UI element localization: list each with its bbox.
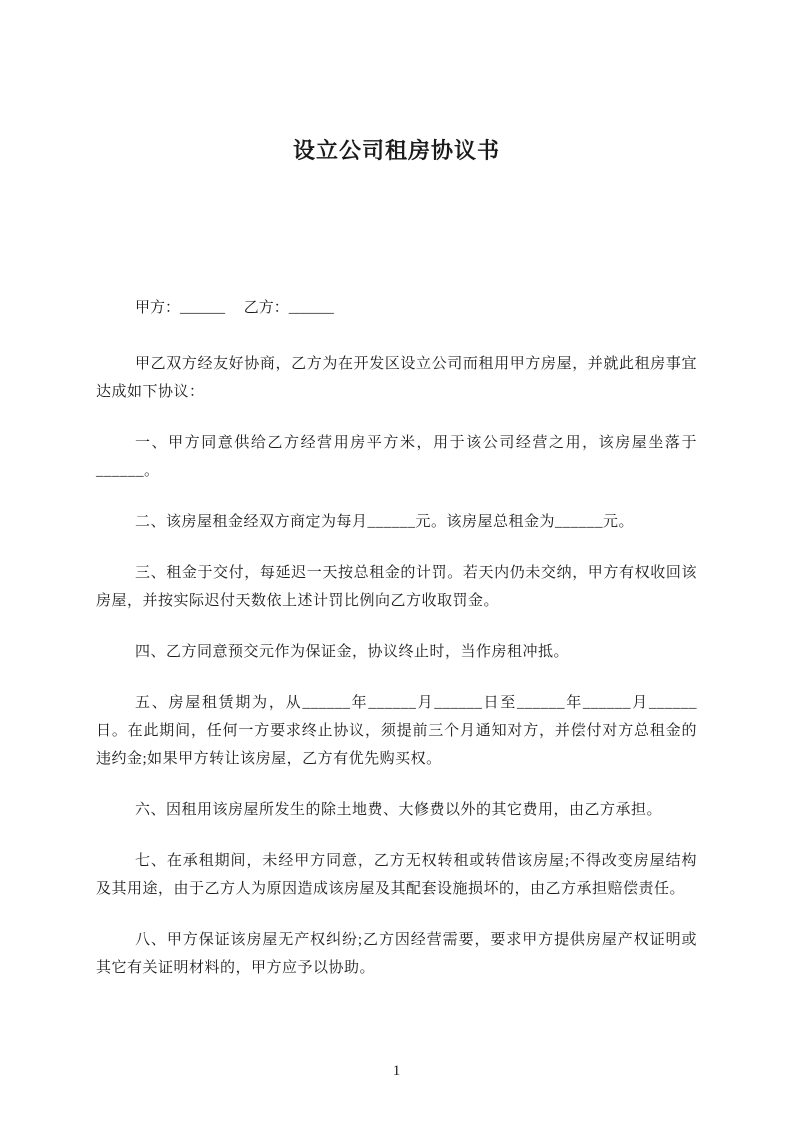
paragraph-intro: 甲乙双方经友好协商，乙方为在开发区设立公司而租用甲方房屋，并就此租房事宜达成如下协议： xyxy=(96,356,697,400)
paragraph-clause-5: 五、房屋租赁期为，从______年______月______日至______年______月______日。在此期间，任何一方要求终止协议，须提前三个月通知对方，并偿付对方总租金的违约金;如果甲方转让该房屋，乙方有优先购买权。 xyxy=(96,695,697,767)
paragraph-clause-7: 七、在承租期间，未经甲方同意，乙方无权转租或转借该房屋;不得改变房屋结构及其用途，由于乙方人为原因造成该房屋及其配套设施损坏的，由乙方承担赔偿责任。 xyxy=(96,853,697,897)
paragraph-clause-6: 六、因租用该房屋所发生的除土地费、大修费以外的其它费用，由乙方承担。 xyxy=(135,802,663,818)
document-title: 设立公司租房协议书 xyxy=(292,138,500,163)
page-footer xyxy=(0,1062,793,1080)
page-number: 1 xyxy=(392,1063,401,1079)
paragraph-clause-1: 一、甲方同意供给乙方经营用房平方米，用于该公司经营之用，该房屋坐落于______。 xyxy=(96,435,697,479)
paragraph-clause-2: 二、该房屋租金经双方商定为每月______元。该房屋总租金为______元。 xyxy=(135,514,635,530)
parties-line: 甲方：______ 乙方：______ xyxy=(135,300,334,316)
paragraph-clause-4: 四、乙方同意预交元作为保证金，协议终止时，当作房租冲抵。 xyxy=(135,644,570,660)
paragraph-clause-8: 八、甲方保证该房屋无产权纠纷;乙方因经营需要，要求甲方提供房屋产权证明或其它有关证明材料的，甲方应予以协助。 xyxy=(96,932,697,976)
paragraph-clause-3: 三、租金于交付，每延迟一天按总租金的计罚。若天内仍未交纳，甲方有权收回该房屋，并按实际迟付天数依上述计罚比例向乙方收取罚金。 xyxy=(96,565,697,609)
